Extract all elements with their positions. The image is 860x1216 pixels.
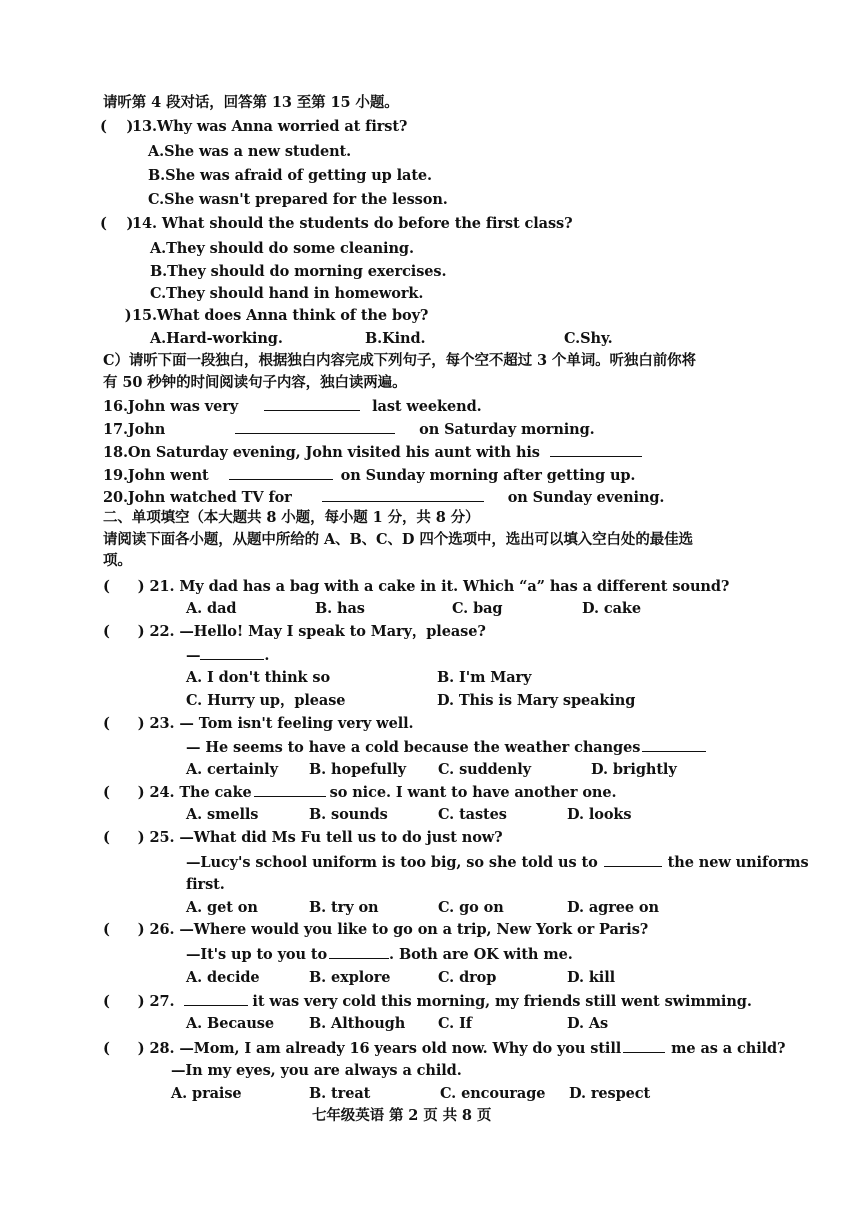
q15-option-a: A.Hard-working. (150, 330, 283, 347)
section4-header: 请听第 4 段对话，回答第 13 至第 15 小题。 (103, 94, 399, 111)
q15-option-b: B.Kind. (365, 330, 426, 347)
fill-18: 18.On Saturday evening, John visited his aunt with his (103, 442, 646, 463)
answer-paren: ) (100, 307, 132, 324)
question-13: ( )13.Why was Anna worried at first? (100, 118, 408, 135)
q26-line2: —It's up to you to . Both are OK with me. (186, 946, 573, 963)
part2-title: 二、单项填空（本大题共 8 小题，每小题 1 分，共 8 分） (103, 509, 480, 526)
answer-paren: ( ) (100, 118, 134, 135)
fill-17: 17.John on Saturday morning. (103, 421, 595, 438)
q14-option-c: C.They should hand in homework. (150, 285, 424, 302)
q15-option-c: C.Shy. (564, 330, 613, 347)
answer-blank[interactable] (254, 782, 326, 797)
question-14: ( )14. What should the students do before the first class? (100, 215, 573, 232)
q23-line2: — He seems to have a cold because the weather changes (186, 737, 710, 758)
question-27: ( ) 27. it was very cold this morning, my friends still went swimming. (103, 993, 752, 1010)
q13-option-c: C.She wasn't prepared for the lesson. (148, 191, 448, 208)
answer-blank[interactable] (200, 645, 264, 660)
answer-blank[interactable] (184, 991, 248, 1006)
answer-blank[interactable] (322, 487, 484, 502)
part2-instruction-line2: 项。 (103, 552, 132, 569)
question-24: ( ) 24. The cake so nice. I want to have another one. (103, 784, 617, 801)
fill-19: 19.John went on Sunday morning after getting up. (103, 467, 636, 484)
partc-instruction-line1: C）请听下面一段独白，根据独白内容完成下列句子，每个空不超过 3 个单词。听独白前你将 (103, 352, 696, 369)
answer-blank[interactable] (642, 737, 706, 752)
answer-blank[interactable] (604, 852, 662, 867)
question-28: ( ) 28. —Mom, I am already 16 years old now. Why do you still me as a child? (103, 1040, 786, 1057)
answer-blank[interactable] (550, 442, 642, 457)
q28-line2: —In my eyes, you are always a child. (171, 1062, 462, 1079)
q25-line2: —Lucy's school uniform is too big, so she told us to the new uniforms (186, 854, 809, 871)
question-21: ( ) 21. My dad has a bag with a cake in it. Which “a” has a different sound? (103, 578, 730, 595)
answer-blank[interactable] (229, 465, 333, 480)
question-25: ( ) 25. —What did Ms Fu tell us to do just now? (103, 829, 503, 846)
q13-option-a: A.She was a new student. (148, 143, 352, 160)
part2-instruction-line1: 请阅读下面各小题，从题中所给的 A、B、C、D 四个选项中，选出可以填入空白处的最佳选 (103, 531, 693, 548)
q25-line3: first. (186, 876, 225, 893)
exam-page: 请听第 4 段对话，回答第 13 至第 15 小题。 ( )13.Why was Anna worried at first? A.She was a new student. B.She was afraid of getting up late. C.She wasn't prepared for the lesson. ( )14. What should the students do before the first class? A.They should do some cleaning. B.They should do morning exercises. C.They should hand in homework. )15.What does Anna think of the boy? A.Hard-working. B.Kind. C.Shy. C）请听下面一段独白，根据独白内容完成下列句子，每个空不超过 3 个单词。听独白前你将 有 50 秒钟的时间阅读句子内容，独白读两遍。 16.John was very last weekend. 17.John on Saturday morning. 18.On Saturday evening, John visited his aunt with his 19.John went on Sunday morning after getting up. 20.John watched TV for on Sunday evening. 二、单项填空（本大题共 8 小题，每小题 1 分，共 8 分） 请阅读下面各小题，从题中所给的 A、B、C、D 四个选项中，选出可以填入空白处的最佳选 项。 ( ) 21. My dad has a bag with a cake in it. Which “a” has a different sound? A. dad B. has C. bag D. cake ( ) 22. —Hello! May I speak to Mary，please? — . A. I don't think so B. I'm Mary C. Hurry up，please D. This is Mary speaking ( ) 23. — Tom isn't feeling very well. — He seems to have a cold because the weather changes A. certainly B. hopefully C. suddenly D. brightly ( ) 24. The cake so nice. I want to have another one. A. smells B. sounds C. tastes D. looks ( ) 25. —What did Ms Fu tell us to do just now? —Lucy's school uniform is too big, so she told us to the new uniforms first. A. get on B. try on C. go on D. agree on ( ) 26. —Where would you like to go on a trip, New York or Paris? —It's up to you to . Both are OK with me. A. decide B. explore C. drop D. kill ( ) 27. it was very cold this morning, my friends still went swimming. A. Because B. Although C. If D. As ( ) 28. —Mom, I am already 16 years old now. Why do you still me as a child? —In my eyes, you are always a child. A. praise B. treat C. encourage D. respect 七年级英语 第 2 页 共 8 页 (100, 94, 809, 1124)
page-footer: 七年级英语 第 2 页 共 8 页 (312, 1107, 492, 1124)
question-22: ( ) 22. —Hello! May I speak to Mary，please? (103, 623, 486, 640)
answer-blank[interactable] (623, 1038, 665, 1053)
q14-option-a: A.They should do some cleaning. (150, 240, 414, 257)
answer-paren: ( ) (100, 215, 134, 232)
answer-blank[interactable] (235, 419, 395, 434)
fill-20: 20.John watched TV for on Sunday evening. (103, 489, 665, 506)
q22-answer-line: — . (186, 647, 270, 664)
fill-16: 16.John was very last weekend. (103, 398, 482, 415)
q14-option-b: B.They should do morning exercises. (150, 263, 447, 280)
question-15: )15.What does Anna think of the boy? (100, 307, 429, 324)
partc-instruction-line2: 有 50 秒钟的时间阅读句子内容，独白读两遍。 (103, 374, 407, 391)
q13-option-b: B.She was afraid of getting up late. (148, 167, 433, 184)
answer-blank[interactable] (264, 396, 360, 411)
question-26: ( ) 26. —Where would you like to go on a trip, New York or Paris? (103, 921, 649, 938)
answer-blank[interactable] (329, 944, 389, 959)
question-23: ( ) 23. — Tom isn't feeling very well. (103, 715, 414, 732)
